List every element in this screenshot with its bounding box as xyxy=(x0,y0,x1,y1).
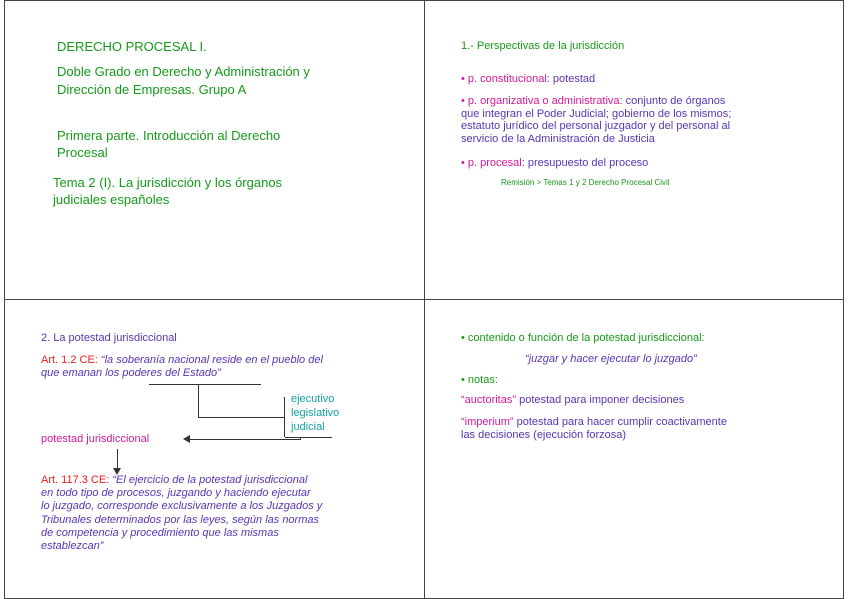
auctoritas-note: “auctoritas” potestad para imponer decisiones xyxy=(461,394,685,406)
connector-vertical xyxy=(198,384,199,417)
part-text: Primera parte. Introducción al Derecho Procesal xyxy=(57,128,281,160)
remision-note: Remisión > Temas 1 y 2 Derecho Procesal Civil xyxy=(501,178,670,187)
topic-text: Tema 2 (I). La jurisdicción y los órganos judiciales españoles xyxy=(53,175,283,207)
imperium-note: “imperium” potestad para hacer cumplir coactivamente las decisiones (ejecución forzosa) xyxy=(461,416,727,441)
underline-judicial xyxy=(285,437,332,438)
slide-1 xyxy=(4,0,425,300)
juzgar-quote: “juzgar y hacer ejecutar lo juzgado” xyxy=(525,353,697,365)
powers-list: ejecutivo legislativo judicial xyxy=(291,393,340,433)
slide2-heading: 1.- Perspectivas de la jurisdicción xyxy=(461,40,625,52)
slide3-heading: 2. La potestad jurisdiccional xyxy=(41,332,177,344)
slide-2 xyxy=(424,0,844,300)
course-title: DERECHO PROCESAL I. xyxy=(57,39,207,54)
arrow-to-potestad xyxy=(189,439,301,440)
bracket-powers xyxy=(284,397,285,437)
slide-3 xyxy=(4,299,425,599)
bullet-organizativa: • p. organizativa o administrativa: conjunto de órganos que integran el Poder Judicial; gobierno de los mismos; estatuto jurídico del personal juzgador y del personal al servicio de la Administración de Justicia xyxy=(461,95,732,145)
potestad-jurisdiccional-label: potestad jurisdiccional xyxy=(41,433,150,445)
slide-4 xyxy=(424,299,844,599)
underline-poderes xyxy=(149,384,261,385)
connector-horizontal xyxy=(198,417,284,418)
degree-text: Doble Grado en Derecho y Administración y Dirección de Empresas. Grupo A xyxy=(57,64,310,97)
arrowhead-left xyxy=(183,435,190,443)
bullet-contenido: • contenido o función de la potestad jurisdiccional: xyxy=(461,332,705,344)
document-page xyxy=(4,0,844,599)
art-1-2-quote: Art. 1.2 CE: “la soberanía nacional reside en el pueblo del que emanan los poderes del Estado” xyxy=(41,354,323,379)
bullet-procesal: • p. procesal: presupuesto del proceso xyxy=(461,157,649,169)
art-117-3-quote: Art. 117.3 CE: “El ejercicio de la potestad jurisdiccional en todo tipo de procesos, juzgando y haciendo ejecutar lo juzgado, corresponde exclusivamente a los Juzgados y Tribunales determinados por las leyes, según las normas de competencia y procedimiento que las mismas establezcan” xyxy=(41,474,323,553)
bullet-constitucional: • p. constitucional: potestad xyxy=(461,73,596,85)
bullet-notas: • notas: xyxy=(461,374,498,386)
